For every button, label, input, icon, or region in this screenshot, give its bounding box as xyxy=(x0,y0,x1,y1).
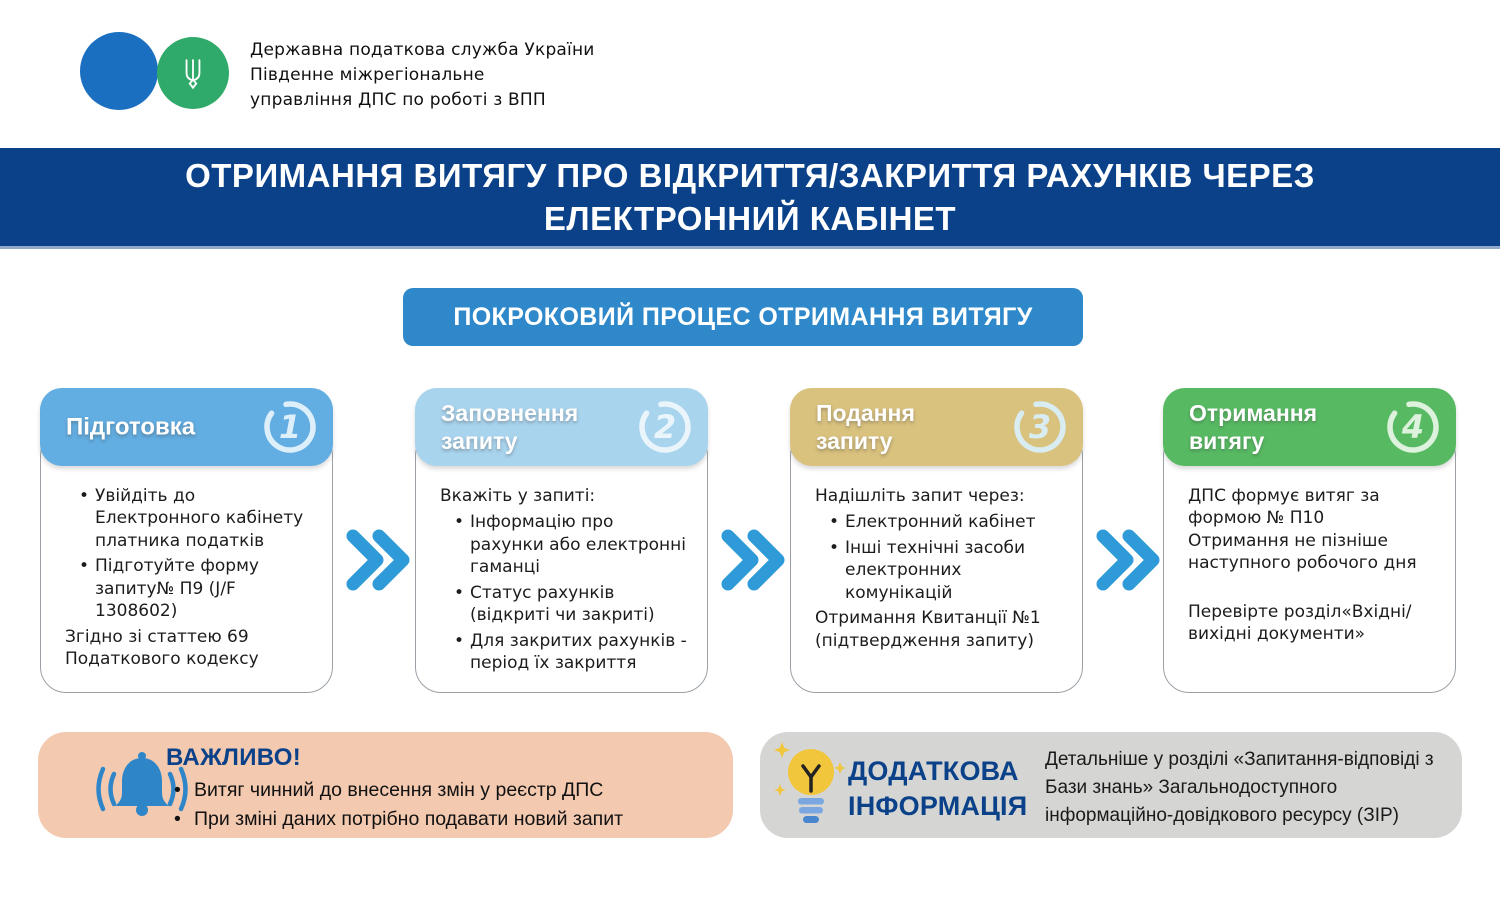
dps-logo-blue-circle xyxy=(80,32,158,110)
info-title-line1: ДОДАТКОВА xyxy=(848,756,1019,786)
trident-icon xyxy=(170,48,216,98)
page-title-line1: ОТРИМАННЯ ВИТЯГУ ПРО ВІДКРИТТЯ/ЗАКРИТТЯ РАХУНКІВ ЧЕРЕЗ xyxy=(185,157,1315,194)
step-card-submit-request xyxy=(790,388,1083,693)
important-bullet-list xyxy=(166,776,716,835)
chevron-double-icon xyxy=(343,527,413,593)
page-title-line2: ЕЛЕКТРОННИЙ КАБІНЕТ xyxy=(543,200,957,237)
list-item: • Витяг чинний до внесення змін у реєстр ДПС xyxy=(174,776,716,805)
list-item: • Електронний кабінет xyxy=(829,511,1066,533)
step3-body xyxy=(790,430,1083,693)
svg-text:1: 1 xyxy=(278,408,302,446)
list-item: • При зміні даних потрібно подавати новий запит xyxy=(174,805,716,834)
chevron-double-icon xyxy=(718,527,788,593)
org-name xyxy=(250,38,595,113)
step2-title: Заповнення запиту xyxy=(441,399,579,454)
step1-title: Підготовка xyxy=(66,413,196,441)
important-box xyxy=(38,732,733,838)
step4-paragraph2: Отримання не пізніше наступного робочого дня xyxy=(1188,530,1417,574)
step1-body xyxy=(40,430,333,693)
info-text: Детальніше у розділі «Запитання-відповіді з Бази знань» Загальнодоступного інформаційно-довідкового ресурсу (ЗІР) xyxy=(1045,749,1434,827)
step3-intro: Надішліть запит через: xyxy=(815,486,1025,506)
list-item: • Інші технічні засоби електронних комунікацій xyxy=(829,537,1066,604)
step1-bullet-list xyxy=(65,485,316,623)
step2-body xyxy=(415,430,708,693)
step1-number-badge-icon xyxy=(260,397,320,457)
list-item: • Увійдіть до Електронного кабінету платника податків xyxy=(79,485,316,552)
svg-text:2: 2 xyxy=(653,408,677,446)
process-title-pill xyxy=(403,288,1083,346)
step4-title: Отримання витягу xyxy=(1189,399,1318,454)
step4-header xyxy=(1163,388,1456,466)
step2-number-badge-icon xyxy=(635,397,695,457)
process-title-label: ПОКРОКОВИЙ ПРОЦЕС ОТРИМАННЯ ВИТЯГУ xyxy=(453,302,1033,331)
title-banner xyxy=(0,148,1500,249)
step-card-fill-request xyxy=(415,388,708,693)
step3-footer-note: Отримання Квитанції №1 (підтвердження запиту) xyxy=(815,608,1041,651)
svg-text:3: 3 xyxy=(1028,408,1052,446)
org-name-line1: Державна податкова служба України xyxy=(250,40,595,60)
step4-number-badge-icon xyxy=(1383,397,1443,457)
step-card-receive-extract xyxy=(1163,388,1456,693)
step2-intro: Вкажіть у запиті: xyxy=(440,486,596,506)
org-name-line2: Південне міжрегіональне xyxy=(250,65,485,85)
info-title xyxy=(848,754,1063,824)
org-name-line3: управління ДПС по роботі з ВПП xyxy=(250,90,546,110)
svg-text:4: 4 xyxy=(1401,408,1425,446)
step3-bullet-list xyxy=(815,511,1066,604)
step4-paragraph1: ДПС формує витяг за формою № П10 xyxy=(1188,486,1380,529)
chevron-double-icon xyxy=(1093,527,1163,593)
dps-logo-green-circle xyxy=(157,37,229,109)
step3-title: Подання запиту xyxy=(816,399,915,454)
step1-header xyxy=(40,388,333,466)
step4-body xyxy=(1163,430,1456,693)
list-item: • Інформацію про рахунки або електронні гаманці xyxy=(454,511,691,578)
info-title-line2: ІНФОРМАЦІЯ xyxy=(848,791,1028,822)
list-item: • Для закритих рахунків - період їх закриття xyxy=(454,630,691,675)
step4-paragraph3: Перевірте розділ«Вхідні/ вихідні документи» xyxy=(1188,601,1412,645)
list-item: • Підготуйте форму запиту№ П9 (J/F 1308602) xyxy=(79,555,316,622)
step3-number-badge-icon xyxy=(1010,397,1070,457)
additional-info-box xyxy=(760,732,1462,838)
important-title: ВАЖЛИВО! xyxy=(166,744,302,771)
step2-header xyxy=(415,388,708,466)
step-card-preparation xyxy=(40,388,333,693)
list-item: • Статус рахунків (відкриті чи закриті) xyxy=(454,582,691,627)
step3-header xyxy=(790,388,1083,466)
lightbulb-icon xyxy=(772,738,850,834)
step2-bullet-list xyxy=(440,511,691,674)
step1-footer-note: Згідно зі статтею 69 Податкового кодексу xyxy=(65,626,259,670)
